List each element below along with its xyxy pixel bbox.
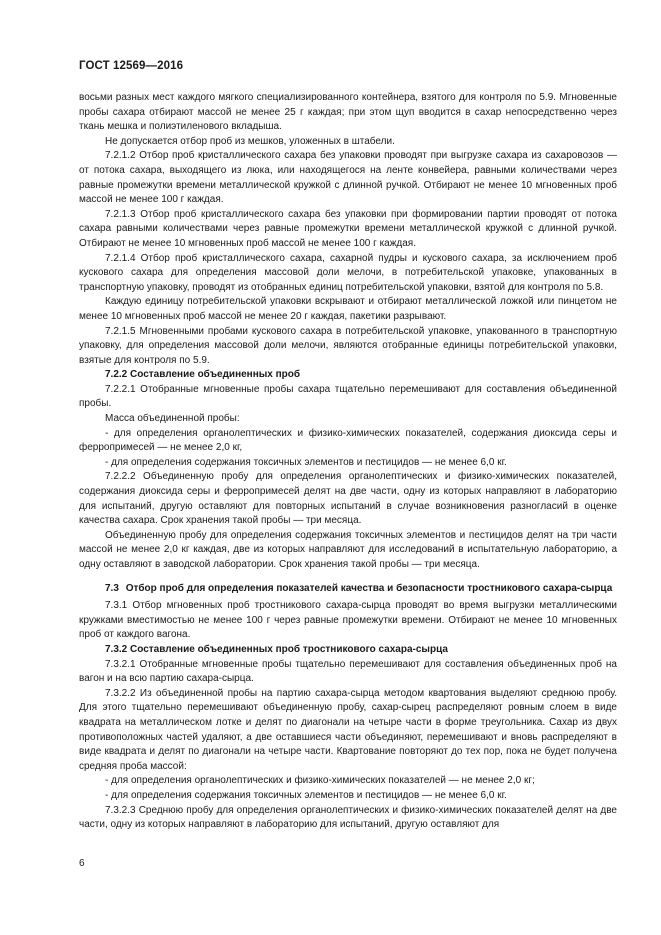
paragraph: Объединенную пробу для определения содержания токсичных элементов и пестицидов делят на три части массой не менее 2,0 кг каждая, две из которых направляют для исследований в испытательную лабораторию, а одну оставляют в заводской лаборатории. Срок хранения такой пробы — три месяца. [79, 529, 617, 570]
paragraph: восьми разных мест каждого мягкого специализированного контейнера, взятого для контроля по 5.9. Мгновенные пробы сахара отбирают массой не менее 25 г каждая; при этом щуп вводится в сахар непосредственно через ткань мешка и полиэтиленового вкладыша. [79, 92, 617, 133]
subsection-heading: 7.3.2 Составление объединенных проб тростникового сахара-сырца [105, 643, 448, 655]
paragraph: Не допускается отбор проб из мешков, уложенных в штабели. [105, 135, 395, 147]
paragraph: Каждую единицу потребительской упаковки вскрывают и отбирают металлической ложкой или пинцетом не менее 10 мгновенных проб массой не менее 20 г каждая, пакетики разрывают. [79, 296, 617, 322]
paragraph: 7.3.1 Отбор мгновенных проб тростникового сахара-сырца проводят во время выгрузки металлическими кружками вместимостью не менее 100 г через равные промежутки времени. Отбирают не менее 10 мгновенных проб от каждого вагона. [79, 600, 617, 641]
page-body [79, 91, 617, 833]
subsection-heading: 7.2.2 Составление объединенных проб [105, 369, 301, 381]
paragraph: 7.2.1.2 Отбор проб кристаллического сахара без упаковки проводят при выгрузке сахара из сахаровозов — от потока сахара, выходящего из люка, или находящегося на ленте конвейера, равными количествами через равные промежутки времени металлической кружкой с длинной ручкой. Отбирают не менее 10 мгновенных проб массой не менее 100 г каждая. [79, 150, 617, 206]
paragraph: 7.2.1.3 Отбор проб кристаллического сахара без упаковки при формировании партии проводят от потока сахара равными количествами через равные промежутки времени металлической кружкой с длинной ручкой. Отбирают не менее 10 мгновенных проб массой не менее 100 г каждая. [79, 208, 617, 249]
paragraph: 7.2.1.4 Отбор проб кристаллического сахара, сахарной пудры и кускового сахара, за исключением проб кускового сахара для определения массовой доли мелочи, в потребительской упаковке, упакованных в транспортную упаковку, проводят из отобранных единиц потребительской упаковки, взятой для контроля по 5.8. [79, 252, 617, 293]
paragraph: 7.3.2.3 Среднюю пробу для определения органолептических и физико-химических показателей делят на две части, одну из которых направляют в лабораторию для испытаний, другую оставляют для [79, 804, 617, 831]
paragraph: 7.3.2.2 Из объединенной пробы на партию сахара-сырца методом квартования выделяют среднюю пробу. Для этого тщательно перемешивают объединенную пробу, сахар-сырец распределяют ровным слоем в виде квадрата на металлическом лотке и делят по диагонали на четыре части в форме треугольника. Сахар из двух противоположных частей удаляют, а две оставшиеся части объединяют, перемешивают и вновь распределяют в виде квадрата и делят по диагонали на четыре части. Квартование повторяют до тех пор, пока не будет получена средняя проба массой: [79, 687, 617, 772]
list-item: - для определения органолептических и физико-химических показателей — не менее 2,0 кг; [105, 775, 535, 787]
paragraph: 7.2.2.2 Объединенную пробу для определения органолептических и физико-химических показателей, содержания диоксида серы и ферропримесей делят на две части, одну из которых направляют в лабораторию для испытаний, другую оставляют для повторных испытаний в случае возникновения разногласий в оценке качества сахара. Срок хранения такой пробы — три месяца. [79, 471, 617, 527]
paragraph: Масса объединенной пробы: [105, 413, 240, 425]
section-title: Отбор проб для определения показателей качества и безопасности тростникового сахара-сырца [125, 582, 613, 594]
section-heading [79, 582, 617, 597]
list-item: - для определения органолептических и физико-химических показателей, содержания диоксида серы и ферропримесей — не менее 2,0 кг, [79, 427, 617, 454]
document-header: ГОСТ 12569—2016 [79, 60, 184, 72]
list-item: - для определения содержания токсичных элементов и пестицидов — не менее 6,0 кг. [105, 789, 507, 801]
paragraph: 7.2.2.1 Отобранные мгновенные пробы сахара тщательно перемешивают для составления объединенной пробы. [79, 383, 617, 410]
page-number: 6 [79, 858, 85, 869]
list-item: - для определения содержания токсичных элементов и пестицидов — не менее 6,0 кг. [105, 456, 507, 468]
section-number: 7.3 [105, 582, 119, 594]
paragraph: 7.2.1.5 Мгновенными пробами кускового сахара в потребительской упаковке, упакованного в транспортную упаковку, для определения массовой доли мелочи, являются отобранные единицы потребительской упаковки, взятые для контроля по 5.9. [79, 325, 617, 366]
paragraph: 7.3.2.1 Отобранные мгновенные пробы тщательно перемешивают для составления объединенных проб на вагон и на всю партию сахара-сырца. [79, 658, 617, 685]
